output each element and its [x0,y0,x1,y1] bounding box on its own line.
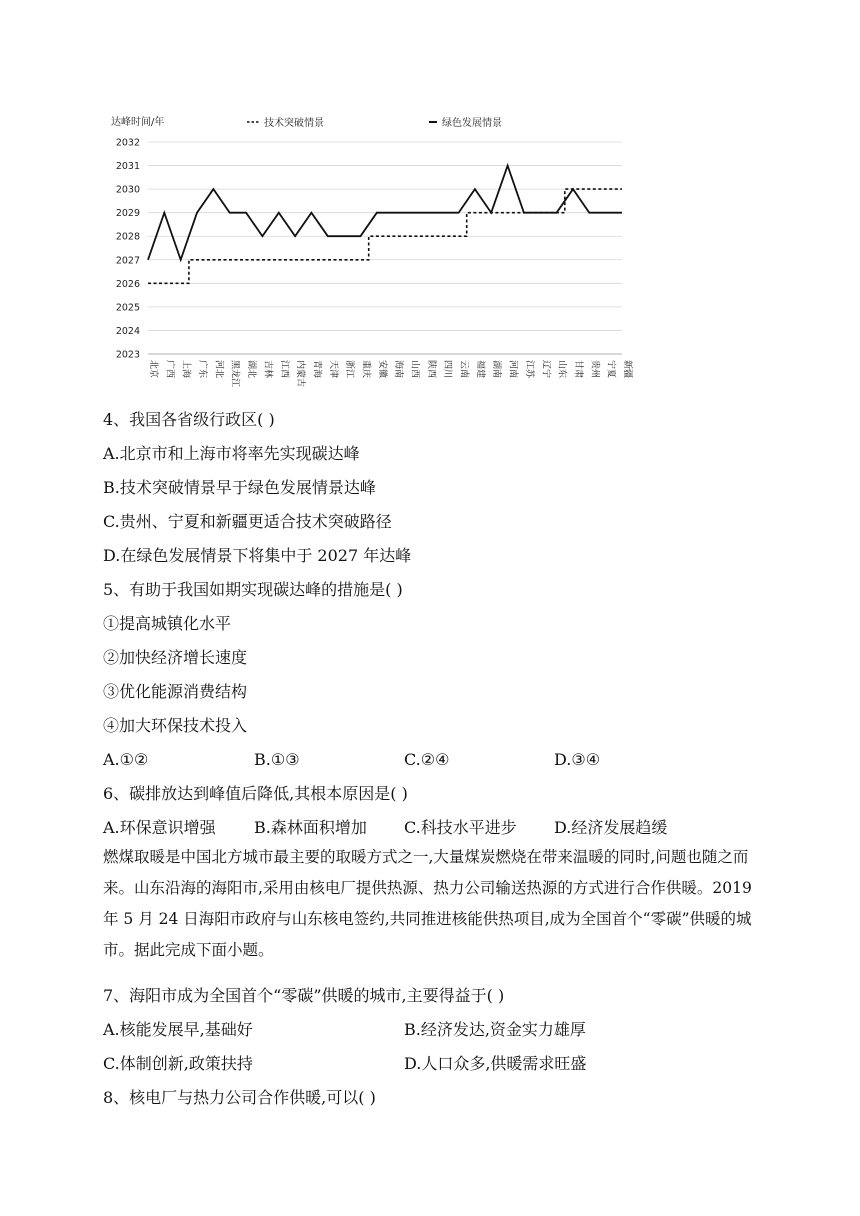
x-tick-25: 山东 [556,360,567,379]
x-tick-9: 内蒙古 [295,360,306,388]
x-tick-12: 浙江 [344,360,355,379]
x-tick-labels [148,360,634,387]
x-tick-27: 贵州 [589,360,600,379]
x-tick-5: 黑龙江 [229,360,240,388]
x-tick-4: 河北 [213,360,224,379]
y-tick-2031: 2031 [115,161,140,173]
x-tick-15: 海南 [393,360,404,379]
x-tick-22: 河南 [507,360,518,379]
x-tick-19: 云南 [458,360,469,379]
q6-option-c[interactable]: C.科技水平进步 [404,818,517,837]
y-tick-2024: 2024 [115,325,140,337]
y-tick-2025: 2025 [115,302,140,314]
reading-passage [103,842,763,966]
x-tick-11: 天津 [327,360,338,379]
q6-option-b[interactable]: B.森林面积增加 [254,818,367,837]
series-lines [148,166,622,284]
legend-label-green: 绿色发展情景 [442,118,502,129]
q7-option-b[interactable]: B.经济发达,资金实力雄厚 [404,1020,586,1039]
y-tick-2029: 2029 [115,208,140,220]
q5-item-1: ①提高城镇化水平 [103,614,232,633]
q5-option-b[interactable]: B.①③ [254,750,300,769]
q7-option-c[interactable]: C.体制创新,政策扶持 [103,1054,253,1073]
x-tick-17: 陕西 [425,360,436,379]
q4-option-a[interactable]: A.北京市和上海市将率先实现碳达峰 [103,444,360,463]
y-tick-labels [116,138,140,361]
x-tick-20: 福建 [474,360,485,379]
x-tick-10: 青海 [311,360,322,379]
q4-option-c[interactable]: C.贵州、宁夏和新疆更适合技术突破路径 [103,512,392,531]
y-tick-2028: 2028 [115,231,140,243]
x-tick-28: 宁夏 [605,360,616,379]
legend [247,116,502,129]
x-tick-3: 广东 [197,360,208,379]
q5-item-4: ④加大环保技术投入 [103,716,248,735]
x-tick-8: 江西 [278,360,289,379]
x-tick-6: 湖北 [246,360,257,379]
y-tick-2030: 2030 [115,184,140,196]
q5-stem: 5、有助于我国如期实现碳达峰的措施是( ) [103,580,403,599]
y-axis-label: 达峰时间/年 [111,117,165,128]
y-tick-2032: 2032 [115,137,140,149]
q4-stem: 4、我国各省级行政区( ) [103,410,275,429]
x-tick-29: 新疆 [622,360,632,379]
q8-stem: 8、核电厂与热力公司合作供暖,可以( ) [103,1088,376,1107]
q6-option-d[interactable]: D.经济发展趋缓 [554,818,668,837]
x-tick-14: 安徽 [376,360,387,379]
x-tick-23: 江苏 [523,360,534,379]
x-tick-13: 重庆 [360,360,371,379]
x-tick-0: 北京 [148,360,158,379]
x-tick-26: 甘肃 [572,360,583,379]
legend-label-tech: 技术突破情景 [264,118,324,129]
grid-lines [148,142,622,354]
y-tick-2027: 2027 [115,255,140,267]
x-tick-1: 广西 [164,360,175,379]
q5-option-c[interactable]: C.②④ [404,750,450,769]
x-tick-21: 湖南 [491,360,502,379]
x-tick-18: 四川 [442,360,453,379]
y-tick-2023: 2023 [115,349,140,361]
q4-option-b[interactable]: B.技术突破情景早于绿色发展情景达峰 [103,478,376,497]
q5-option-a[interactable]: A.①② [103,750,149,769]
x-tick-2: 上海 [180,360,191,379]
x-tick-16: 山西 [409,360,420,379]
peak-time-line-chart [100,105,640,395]
q7-option-a[interactable]: A.核能发展早,基础好 [103,1020,253,1039]
q5-item-3: ③优化能源消费结构 [103,682,248,701]
x-tick-24: 辽宁 [540,360,551,379]
q6-option-a[interactable]: A.环保意识增强 [103,818,216,837]
q5-option-d[interactable]: D.③④ [554,750,601,769]
q7-stem: 7、海阳市成为全国首个“零碳”供暖的城市,主要得益于( ) [103,986,505,1005]
q5-item-2: ②加快经济增长速度 [103,648,248,667]
q7-option-d[interactable]: D.人口众多,供暖需求旺盛 [404,1054,587,1073]
q4-option-d[interactable]: D.在绿色发展情景下将集中于 2027 年达峰 [103,546,412,565]
q6-stem: 6、碳排放达到峰值后降低,其根本原因是( ) [103,784,408,803]
x-tick-7: 吉林 [262,360,273,379]
y-tick-2026: 2026 [115,278,140,290]
passage-text: 燃煤取暖是中国北方城市最主要的取暖方式之一,大量煤炭燃烧在带来温暖的同时,问题也随之而来。山东沿海的海阳市,采用由核电厂提供热源、热力公司输送热源的方式进行合作供暖。2019 年 5 月 24 日海阳市政府与山东核电签约,共同推进核能供热项目,成为全国首个“零碳”供暖的城市。据此完成下面小题。 [103,848,752,959]
